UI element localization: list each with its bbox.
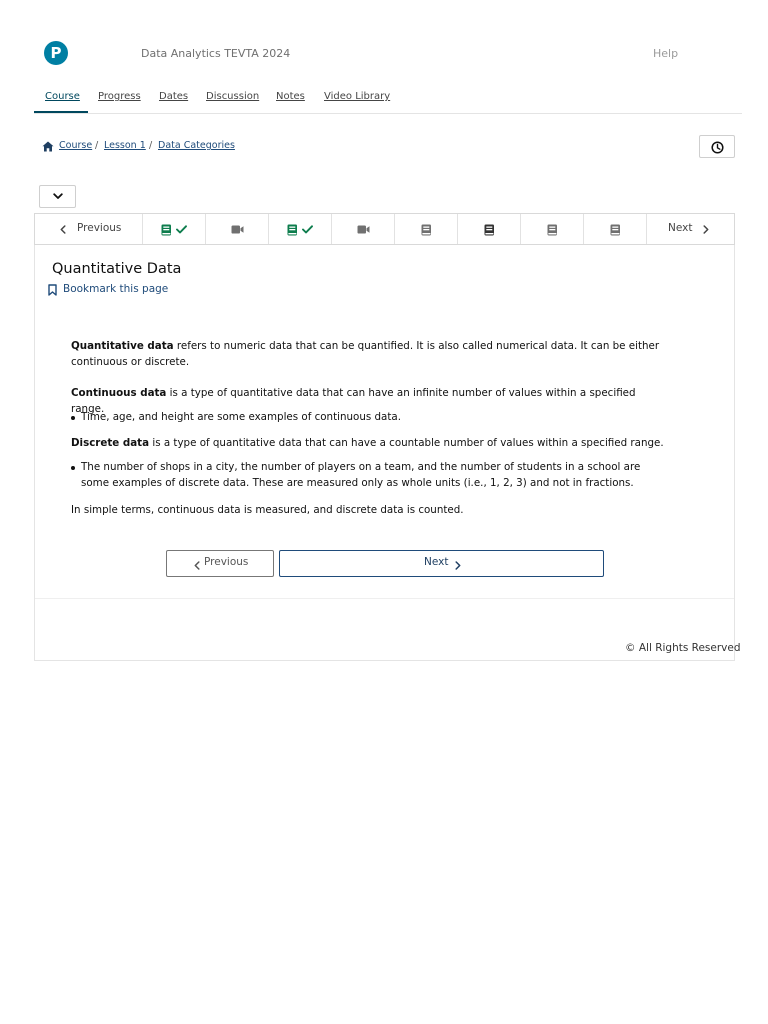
document-icon: [484, 224, 495, 236]
paragraph-discrete: [71, 435, 671, 451]
course-outline-toggle[interactable]: [39, 185, 76, 208]
copyright-notice: © All Rights Reserved: [625, 642, 741, 654]
tab-course[interactable]: Course: [45, 91, 80, 102]
unit-title: Quantitative Data: [52, 261, 182, 277]
list-item: Time, age, and height are some examples of continuous data.: [71, 409, 671, 425]
tab-discussion[interactable]: Discussion: [206, 91, 260, 102]
sequence-unit-6[interactable]: [458, 214, 521, 244]
video-icon: [357, 225, 370, 234]
active-tab-indicator: [34, 111, 88, 113]
sequence-next-label: Next: [668, 222, 693, 234]
previous-button-label: Previous: [204, 556, 249, 568]
breadcrumb-separator: /: [149, 140, 153, 151]
sequence-previous-button[interactable]: [35, 214, 143, 244]
history-button[interactable]: [699, 135, 735, 158]
sequence-unit-2[interactable]: [206, 214, 269, 244]
bookmark-icon: [48, 284, 57, 296]
paragraph-text: is a type of quantitative data that can have an infinite number of values within a specified range.: [71, 387, 636, 415]
course-tabs: [34, 84, 742, 114]
sequence-navigation: [34, 213, 735, 245]
previous-button[interactable]: [166, 550, 274, 577]
discrete-examples-list: [71, 459, 671, 491]
chevron-right-icon: [703, 225, 709, 234]
chevron-right-icon: [455, 561, 461, 570]
paragraph-text: is a type of quantitative data that can have a countable number of values within a specified range.: [149, 437, 664, 449]
term-discrete: Discrete data: [71, 437, 150, 449]
chevron-down-icon: [53, 193, 63, 200]
tab-notes[interactable]: Notes: [276, 91, 305, 102]
sequence-unit-1[interactable]: [143, 214, 206, 244]
continuous-examples-list: [71, 409, 671, 425]
term-quantitative: Quantitative data: [71, 340, 174, 352]
paragraph-quantitative: [71, 338, 671, 370]
sequence-previous-label: Previous: [77, 222, 122, 234]
video-icon: [231, 225, 244, 234]
clock-icon: [711, 141, 724, 154]
document-icon: [287, 224, 298, 236]
sequence-next-button[interactable]: [647, 214, 734, 244]
pearson-logo[interactable]: [44, 41, 68, 65]
check-icon: [176, 225, 187, 234]
sequence-unit-5[interactable]: [395, 214, 458, 244]
tab-dates[interactable]: Dates: [159, 91, 189, 102]
logo-letter: P: [50, 44, 62, 62]
breadcrumb-lesson[interactable]: Lesson 1: [104, 140, 146, 151]
list-item: The number of shops in a city, the number of players on a team, and the number of students in a school are some examples of discrete data. These are measured only as whole units (i.e., 1, 2, 3) and not in fractions.: [71, 459, 671, 491]
breadcrumb-course[interactable]: Course: [59, 140, 93, 151]
chevron-left-icon: [60, 225, 66, 234]
paragraph-summary: In simple terms, continuous data is measured, and discrete data is counted.: [71, 504, 464, 516]
next-button-label: Next: [424, 556, 449, 568]
document-icon: [547, 224, 558, 236]
home-icon[interactable]: [42, 141, 54, 152]
sequence-unit-7[interactable]: [521, 214, 584, 244]
course-title: Data Analytics TEVTA 2024: [141, 47, 291, 60]
chevron-left-icon: [194, 561, 200, 570]
sequence-unit-4[interactable]: [332, 214, 395, 244]
site-header: [0, 0, 768, 80]
term-continuous: Continuous data: [71, 387, 167, 399]
tab-progress[interactable]: Progress: [98, 91, 141, 102]
next-button[interactable]: [279, 550, 604, 577]
footer-divider: [35, 598, 734, 599]
paragraph-text: refers to numeric data that can be quantified. It is also called numerical data. It can be either continuous or discrete.: [71, 340, 660, 368]
sequence-unit-3[interactable]: [269, 214, 332, 244]
document-icon: [610, 224, 621, 236]
check-icon: [302, 225, 313, 234]
document-icon: [161, 224, 172, 236]
document-icon: [421, 224, 432, 236]
help-link[interactable]: Help: [653, 47, 679, 60]
tab-video-library[interactable]: Video Library: [324, 91, 391, 102]
sequence-unit-8[interactable]: [584, 214, 647, 244]
breadcrumb-current[interactable]: Data Categories: [158, 140, 235, 151]
breadcrumb-separator: /: [95, 140, 99, 151]
bookmark-label: Bookmark this page: [63, 283, 169, 295]
